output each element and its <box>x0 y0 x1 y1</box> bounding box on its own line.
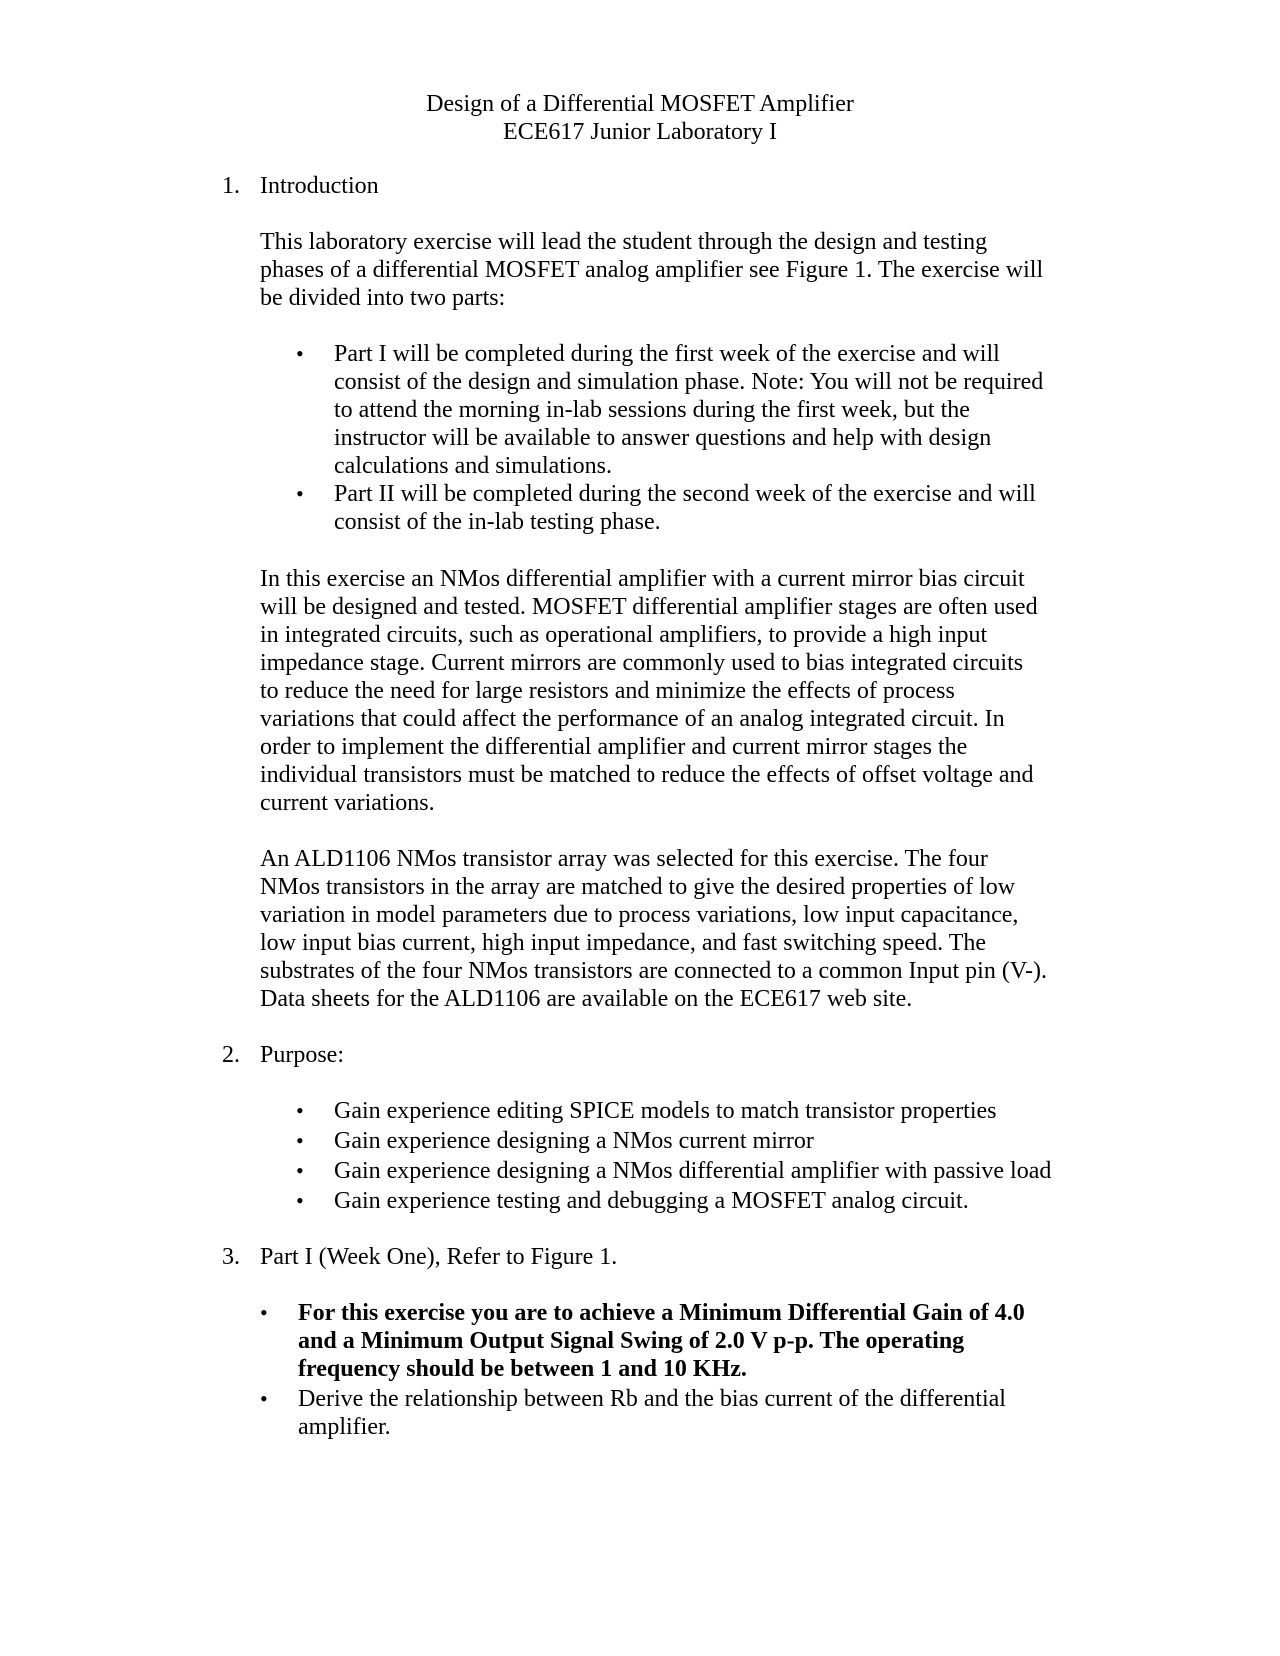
requirement-line: and a Minimum Output Signal Swing of 2.0 V p-p. The operating <box>298 1328 965 1354</box>
list-item-line: calculations and simulations. <box>334 453 612 479</box>
section-heading: Purpose: <box>260 1042 344 1068</box>
paragraph-line: order to implement the differential amplifier and current mirror stages the <box>260 734 968 760</box>
list-item-line: Derive the relationship between Rb and the bias current of the differential <box>298 1386 1006 1412</box>
paragraph-line: phases of a differential MOSFET analog amplifier see Figure 1. The exercise will <box>260 257 1044 283</box>
list-item-line: Part I will be completed during the first week of the exercise and will <box>334 341 1000 367</box>
paragraph-line: in integrated circuits, such as operational amplifiers, to provide a high input <box>260 622 988 648</box>
list-item: Gain experience designing a NMos differential amplifier with passive load <box>334 1158 1052 1184</box>
list-item-line: consist of the in-lab testing phase. <box>334 509 661 535</box>
bullet-icon: • <box>296 1188 304 1213</box>
section-heading: Part I (Week One), Refer to Figure 1. <box>260 1244 618 1270</box>
bullet-icon: • <box>260 1300 268 1325</box>
section-heading: Introduction <box>260 173 379 199</box>
paragraph-line: variation in model parameters due to process variations, low input capacitance, <box>260 902 1019 928</box>
section-number: 1. <box>222 173 240 199</box>
document-subtitle: ECE617 Junior Laboratory I <box>503 119 777 145</box>
requirement-line: frequency should be between 1 and 10 KHz. <box>298 1356 747 1382</box>
bullet-icon: • <box>296 1098 304 1123</box>
paragraph-line: This laboratory exercise will lead the student through the design and testing <box>260 229 988 255</box>
paragraph-line: low input bias current, high input impedance, and fast switching speed. The <box>260 930 987 956</box>
paragraph-line: NMos transistors in the array are matched to give the desired properties of low <box>260 874 1016 900</box>
paragraph-line: to reduce the need for large resistors and minimize the effects of process <box>260 678 955 704</box>
paragraph-line: Data sheets for the ALD1106 are available on the ECE617 web site. <box>260 986 913 1012</box>
section-number: 3. <box>222 1244 240 1270</box>
list-item-line: consist of the design and simulation phase. Note: You will not be required <box>334 369 1044 395</box>
document-title: Design of a Differential MOSFET Amplifier <box>426 91 854 117</box>
bullet-icon: • <box>260 1386 268 1411</box>
list-item-line: instructor will be available to answer questions and help with design <box>334 425 992 451</box>
requirement-line: For this exercise you are to achieve a Minimum Differential Gain of 4.0 <box>298 1300 1025 1326</box>
paragraph-line: current variations. <box>260 790 435 816</box>
paragraph-line: be divided into two parts: <box>260 285 506 311</box>
bullet-icon: • <box>296 481 304 506</box>
paragraph-line: will be designed and tested. MOSFET differential amplifier stages are often used <box>260 594 1038 620</box>
bullet-icon: • <box>296 341 304 366</box>
list-item: Gain experience designing a NMos current mirror <box>334 1128 814 1154</box>
bullet-icon: • <box>296 1158 304 1183</box>
section-number: 2. <box>222 1042 240 1068</box>
list-item-line: to attend the morning in-lab sessions during the first week, but the <box>334 397 970 423</box>
list-item-line: amplifier. <box>298 1414 391 1440</box>
paragraph-line: substrates of the four NMos transistors are connected to a common Input pin (V-). <box>260 958 1047 984</box>
list-item-line: Part II will be completed during the second week of the exercise and will <box>334 481 1036 507</box>
paragraph-line: impedance stage. Current mirrors are commonly used to bias integrated circuits <box>260 650 1024 676</box>
paragraph-line: An ALD1106 NMos transistor array was selected for this exercise. The four <box>260 846 988 872</box>
list-item: Gain experience editing SPICE models to match transistor properties <box>334 1098 997 1124</box>
bullet-icon: • <box>296 1128 304 1153</box>
paragraph-line: individual transistors must be matched to reduce the effects of offset voltage and <box>260 762 1034 788</box>
paragraph-line: In this exercise an NMos differential amplifier with a current mirror bias circuit <box>260 566 1025 592</box>
list-item: Gain experience testing and debugging a MOSFET analog circuit. <box>334 1188 969 1214</box>
paragraph-line: variations that could affect the performance of an analog integrated circuit. In <box>260 706 1005 732</box>
